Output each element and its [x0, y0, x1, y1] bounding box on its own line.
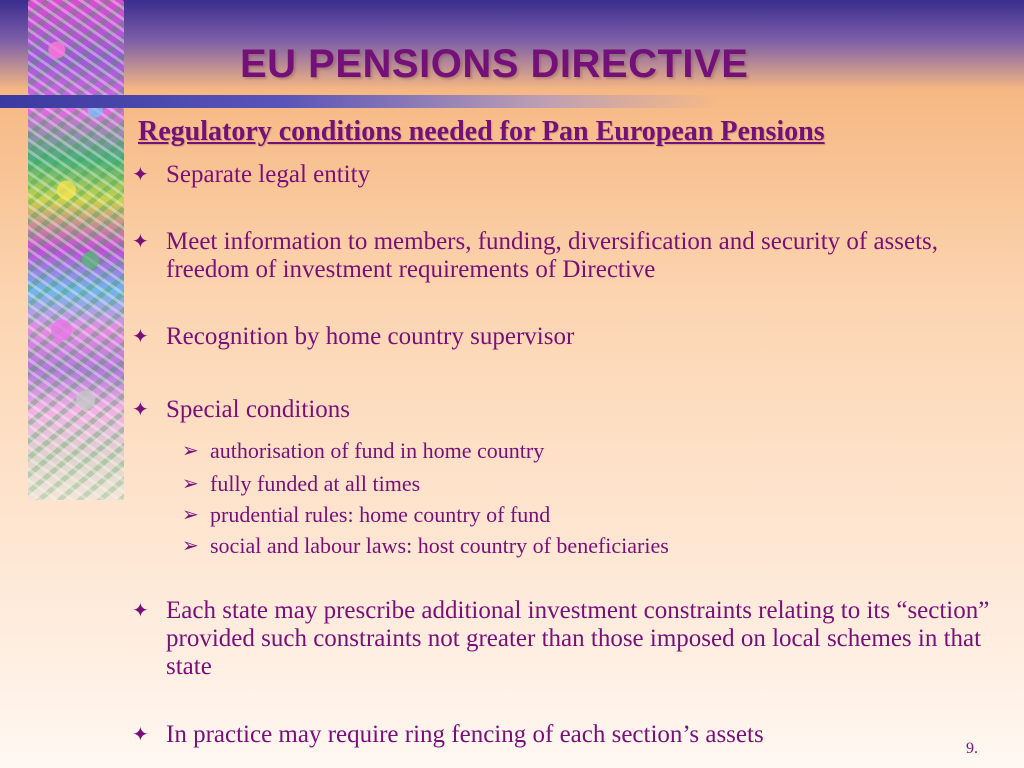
page-number: 9. — [966, 740, 978, 757]
sub-bullet-text: social and labour laws: host country of beneficiaries — [210, 533, 669, 558]
bullet-item — [130, 396, 1020, 424]
star-bullet-icon: ✦ — [132, 399, 149, 421]
bullet-item — [130, 721, 1020, 749]
bullet-text: In practice may require ring fencing of each section’s assets — [166, 721, 764, 748]
sub-bullet-item — [130, 471, 1020, 497]
sub-bullet-text: prudential rules: home country of fund — [210, 502, 551, 527]
star-bullet-icon: ✦ — [132, 600, 149, 622]
slide-subtitle: Regulatory conditions needed for Pan European Pensions — [138, 116, 825, 147]
star-bullet-icon: ✦ — [132, 326, 149, 348]
star-bullet-icon: ✦ — [132, 164, 149, 186]
bullet-text: Separate legal entity — [166, 161, 371, 188]
decorative-art-strip — [28, 0, 124, 500]
title-divider-bar — [0, 95, 720, 108]
bullet-text: Recognition by home country supervisor — [166, 323, 575, 350]
sub-bullet-text: fully funded at all times — [210, 471, 421, 496]
bullet-text: Special conditions — [166, 396, 350, 423]
bullet-text: Each state may prescribe additional investment constraints relating to its “section” provided such constraints not greater than those imposed on local schemes in that state — [166, 597, 990, 680]
arrow-bullet-icon: ➢ — [182, 504, 199, 526]
bullet-text: Meet information to members, funding, diversification and security of assets, freedom of investment requirements of Directive — [166, 228, 939, 283]
bullet-list — [130, 161, 1020, 749]
bullet-item — [130, 323, 1020, 351]
star-bullet-icon: ✦ — [132, 231, 149, 253]
arrow-bullet-icon: ➢ — [182, 473, 199, 495]
arrow-bullet-icon: ➢ — [182, 535, 199, 557]
sub-bullet-text: authorisation of fund in home country — [210, 438, 545, 463]
sub-bullet-item — [130, 502, 1020, 528]
slide-title: EU PENSIONS DIRECTIVE — [240, 42, 749, 86]
sub-bullet-item — [130, 533, 1020, 559]
sub-bullet-item — [130, 438, 1020, 464]
bullet-item — [130, 597, 1020, 681]
star-bullet-icon: ✦ — [132, 724, 149, 746]
arrow-bullet-icon: ➢ — [182, 440, 199, 462]
bullet-item — [130, 228, 1020, 284]
bullet-item — [130, 161, 1020, 189]
